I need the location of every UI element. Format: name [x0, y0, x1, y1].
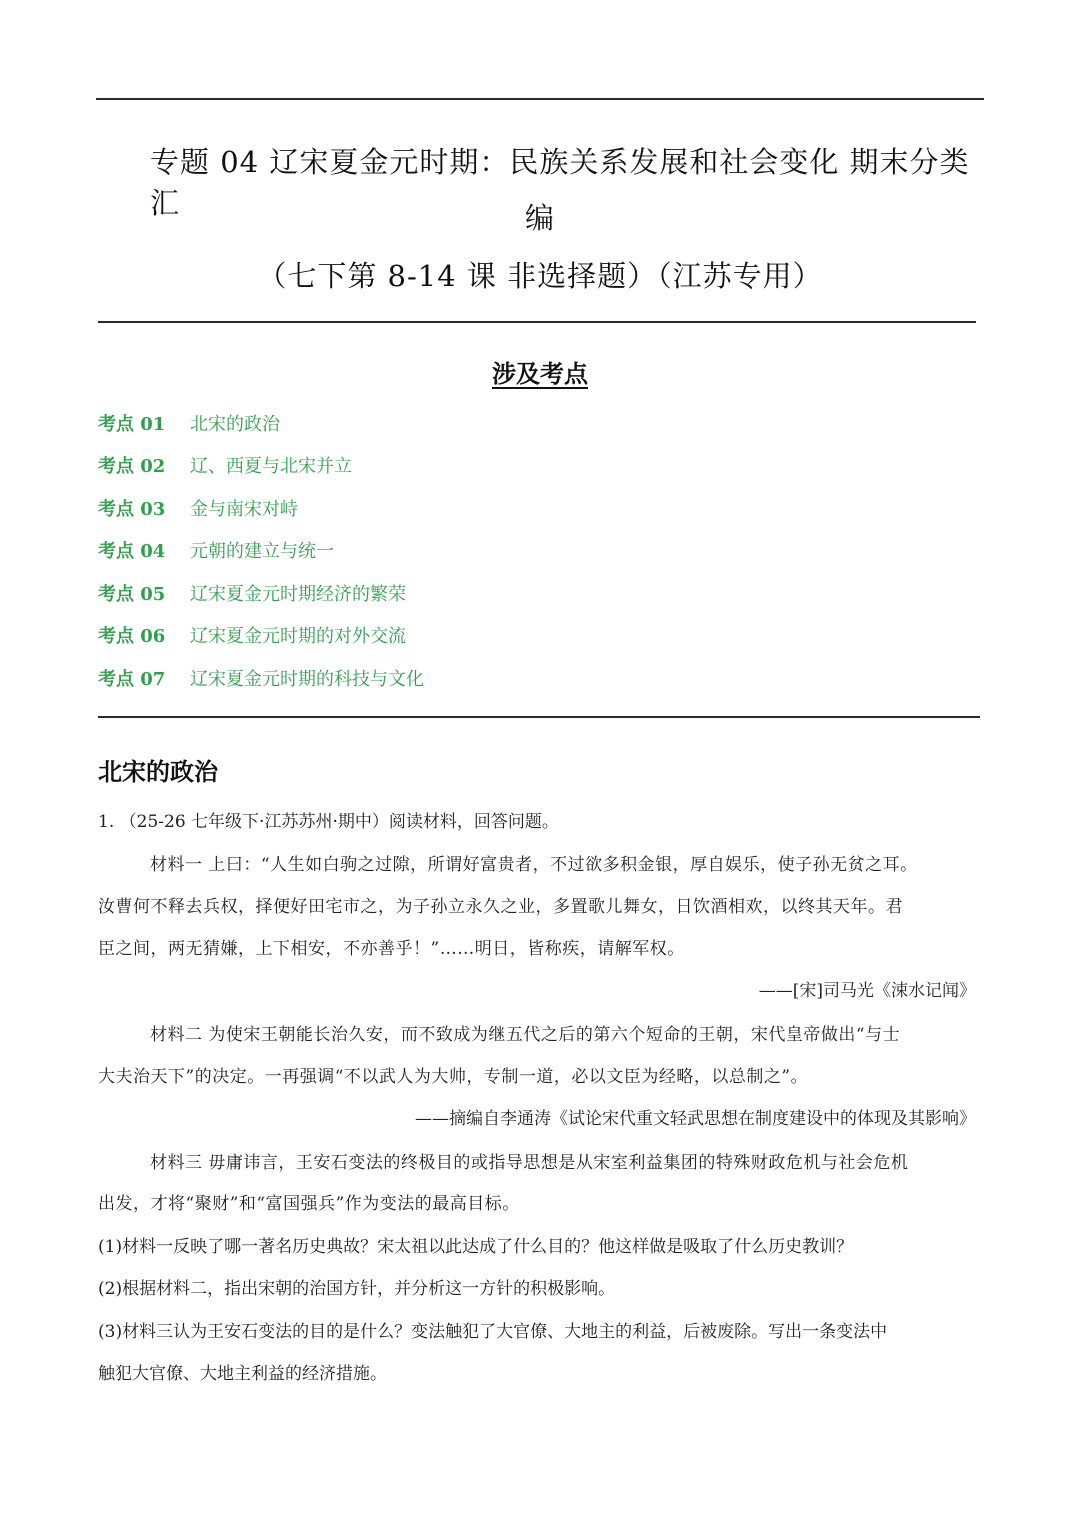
sub-question-3: (3)材料三认为王安石变法的目的是什么？变法触犯了大官僚、大地主的利益，后被废除。写出一条变法中 — [98, 1322, 888, 1342]
kaodian-item — [98, 495, 298, 521]
material-3-line: 出发，才将“聚财”和“富国强兵”作为变法的最高目标。 — [98, 1194, 520, 1214]
sub-question-2: (2)根据材料二，指出宋朝的治国方针，并分析这一方针的积极影响。 — [98, 1279, 616, 1299]
kaodian-code: 考点 03 — [98, 499, 166, 520]
material-1-source: ——[宋]司马光《涑水记闻》 — [758, 981, 976, 1001]
kaodian-code: 考点 02 — [98, 456, 166, 477]
section-title: 北宋的政治 — [98, 758, 218, 786]
material-2-line: 大夫治天下”的决定。一再强调“不以武人为大帅，专制一道，必以文臣为经略，以总制之”。 — [98, 1067, 809, 1087]
sub-question-1: (1)材料一反映了哪一著名历史典故？宋太祖以此达成了什么目的？他这样做是吸取了什么历史教训？ — [98, 1237, 854, 1257]
kaodian-code: 考点 06 — [98, 626, 166, 647]
kaodian-code: 考点 04 — [98, 541, 166, 562]
material-1-line: 汝曹何不释去兵权，择便好田宅市之，为子孙立永久之业，多置歌儿舞女，日饮酒相欢，以终其天年。君 — [98, 897, 903, 917]
material-1-line: 材料一 上曰：“人生如白驹之过隙，所谓好富贵者，不过欲多积金银，厚自娱乐，使子孙无贫之耳。 — [150, 855, 918, 875]
title-divider — [98, 321, 976, 323]
kaodian-item — [98, 580, 406, 606]
material-1-line: 臣之间，两无猜嫌，上下相安，不亦善乎！”……明日，皆称疾，请解军权。 — [98, 939, 685, 959]
kaodian-item — [98, 410, 280, 436]
top-divider — [96, 98, 984, 100]
kaodian-heading: 涉及考点 — [492, 359, 588, 388]
kaodian-divider — [98, 716, 980, 718]
title-line-2: 编 — [524, 201, 555, 235]
kaodian-text: 辽宋夏金元时期经济的繁荣 — [190, 584, 406, 605]
material-3-line: 材料三 毋庸讳言，王安石变法的终极目的或指导思想是从宋室利益集团的特殊财政危机与社会危机 — [150, 1153, 909, 1173]
kaodian-text: 北宋的政治 — [190, 414, 280, 435]
kaodian-code: 考点 01 — [98, 414, 166, 435]
kaodian-text: 元朝的建立与统一 — [190, 541, 334, 562]
kaodian-text: 辽、西夏与北宋并立 — [190, 456, 352, 477]
kaodian-item — [98, 622, 406, 648]
sub-question-3-cont: 触犯大官僚、大地主利益的经济措施。 — [98, 1364, 387, 1384]
kaodian-item — [98, 665, 424, 691]
material-2-source: ——摘编自李通涛《试论宋代重文轻武思想在制度建设中的体现及其影响》 — [415, 1109, 976, 1129]
kaodian-text: 辽宋夏金元时期的科技与文化 — [190, 669, 424, 690]
kaodian-code: 考点 07 — [98, 669, 166, 690]
kaodian-code: 考点 05 — [98, 584, 166, 605]
material-2-line: 材料二 为使宋王朝能长治久安，而不致成为继五代之后的第六个短命的王朝，宋代皇帝做出“与士 — [150, 1025, 901, 1045]
kaodian-item — [98, 452, 352, 478]
title-line-1: 专题 04 辽宋夏金元时期：民族关系发展和社会变化 期末分类汇 — [150, 145, 970, 220]
kaodian-text: 金与南宋对峙 — [190, 499, 298, 520]
title-line-3: （七下第 8-14 课 非选择题）（江苏专用） — [257, 259, 823, 293]
kaodian-item — [98, 537, 334, 563]
kaodian-text: 辽宋夏金元时期的对外交流 — [190, 626, 406, 647]
question-stem: 1. （25-26 七年级下·江苏苏州·期中）阅读材料，回答问题。 — [98, 812, 559, 832]
